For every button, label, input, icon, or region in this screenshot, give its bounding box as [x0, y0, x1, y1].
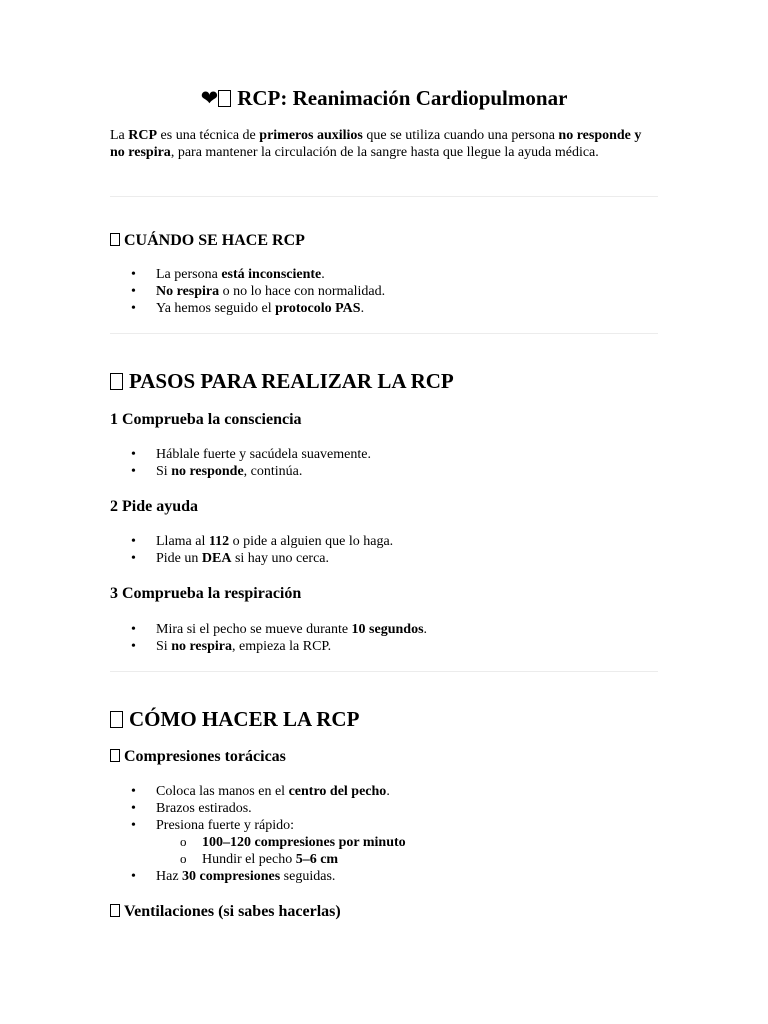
compressions-sublist: [156, 834, 406, 868]
item-text: o pide a alguien que lo haga.: [229, 534, 394, 549]
when-list: [110, 266, 385, 317]
intro-paragraph: [110, 127, 658, 161]
item-bold: DEA: [201, 551, 232, 566]
item-text: si hay uno cerca.: [231, 551, 330, 566]
intro-text: es una técnica de: [157, 128, 260, 143]
list-item: [110, 463, 371, 480]
compressions-title: Compresiones torácicas: [124, 748, 286, 765]
page-title-text: RCP: Reanimación Cardiopulmonar: [237, 86, 568, 110]
list-item: [110, 621, 427, 638]
item-text: Háblale fuerte y sacúdela suavemente.: [156, 447, 371, 462]
divider: [110, 196, 658, 197]
sub-list-item: [156, 851, 406, 868]
item-text: Si: [156, 464, 172, 479]
list-item: [110, 817, 406, 868]
item-text: Haz: [156, 869, 183, 884]
item-text: Ya hemos seguido el: [156, 301, 276, 316]
section-how-title: CÓMO HACER LA RCP: [129, 707, 360, 731]
item-text: Si: [156, 639, 172, 654]
intro-text: , para mantener la circulación de la sangre hasta que llegue la ayuda médica.: [170, 145, 599, 160]
divider: [110, 671, 658, 672]
section-when-heading: [110, 231, 305, 251]
item-bold: 10 segundos: [351, 622, 424, 637]
item-text: Presiona fuerte y rápido:: [156, 818, 295, 833]
item-bold: no responde: [171, 464, 244, 479]
list-item: [110, 800, 406, 817]
item-bold: no respira: [171, 639, 232, 654]
missing-glyph-icon: [110, 904, 120, 917]
item-text: .: [423, 622, 428, 637]
ventilations-title: Ventilaciones (si sabes hacerlas): [124, 903, 341, 920]
heart-icon: ❤: [200, 86, 219, 110]
item-text: o no lo hace con normalidad.: [219, 284, 386, 299]
item-text: seguidas.: [280, 869, 336, 884]
item-text: .: [386, 784, 390, 799]
missing-glyph-icon: [110, 233, 120, 246]
missing-glyph-icon: [110, 749, 120, 762]
list-item: [110, 533, 393, 550]
list-item: [110, 550, 393, 567]
item-text: .: [360, 301, 365, 316]
intro-text: que se utiliza cuando una persona: [362, 128, 559, 143]
list-item: [110, 446, 371, 463]
intro-bold: no responde y no respira: [110, 128, 642, 160]
section-how-heading: [110, 706, 359, 732]
item-bold: 30 compresiones: [182, 869, 281, 884]
step-1-list: [110, 446, 371, 480]
section-steps-heading: [110, 368, 454, 394]
list-item: [110, 783, 406, 800]
ventilations-heading: [110, 902, 341, 922]
list-item: [110, 868, 406, 885]
item-text: Pide un: [156, 551, 202, 566]
list-item: [110, 300, 385, 317]
item-bold: centro del pecho: [288, 784, 387, 799]
missing-glyph-icon: [218, 90, 231, 107]
compressions-list: [110, 783, 406, 885]
intro-bold: RCP: [128, 128, 158, 143]
list-item: [110, 638, 427, 655]
compressions-heading: [110, 747, 286, 767]
item-text: Hundir el pecho: [202, 852, 296, 867]
step-2-title: 2 Pide ayuda: [110, 498, 199, 515]
item-text: .: [321, 267, 325, 282]
item-text: La persona: [156, 267, 222, 282]
item-bold: 112: [208, 534, 230, 549]
list-item: [110, 266, 385, 283]
step-3-title: 3 Comprueba la respiración: [110, 585, 302, 602]
section-when-title: CUÁNDO SE HACE RCP: [124, 232, 305, 249]
item-bold: protocolo PAS: [275, 301, 361, 316]
item-bold: está inconsciente: [221, 267, 322, 282]
section-steps-title: PASOS PARA REALIZAR LA RCP: [129, 369, 454, 393]
item-text: , continúa.: [243, 464, 303, 479]
list-item: [110, 283, 385, 300]
intro-text: La: [110, 128, 129, 143]
step-3-list: [110, 621, 427, 655]
item-text: Llama al: [156, 534, 209, 549]
item-bold: 100–120 compresiones por minuto: [202, 835, 406, 850]
item-bold: 5–6 cm: [295, 852, 339, 867]
item-text: Mira si el pecho se mueve durante: [156, 622, 352, 637]
item-text: , empieza la RCP.: [232, 639, 332, 654]
missing-glyph-icon: [110, 711, 123, 728]
intro-bold: primeros auxilios: [259, 128, 363, 143]
item-text: Coloca las manos en el: [156, 784, 289, 799]
divider: [110, 333, 658, 334]
page-title: [110, 84, 658, 112]
missing-glyph-icon: [110, 373, 123, 390]
step-2-list: [110, 533, 393, 567]
item-bold: No respira: [156, 284, 220, 299]
item-text: Brazos estirados.: [156, 801, 252, 816]
step-1-title: 1 Comprueba la consciencia: [110, 411, 302, 428]
sub-list-item: [156, 834, 406, 851]
